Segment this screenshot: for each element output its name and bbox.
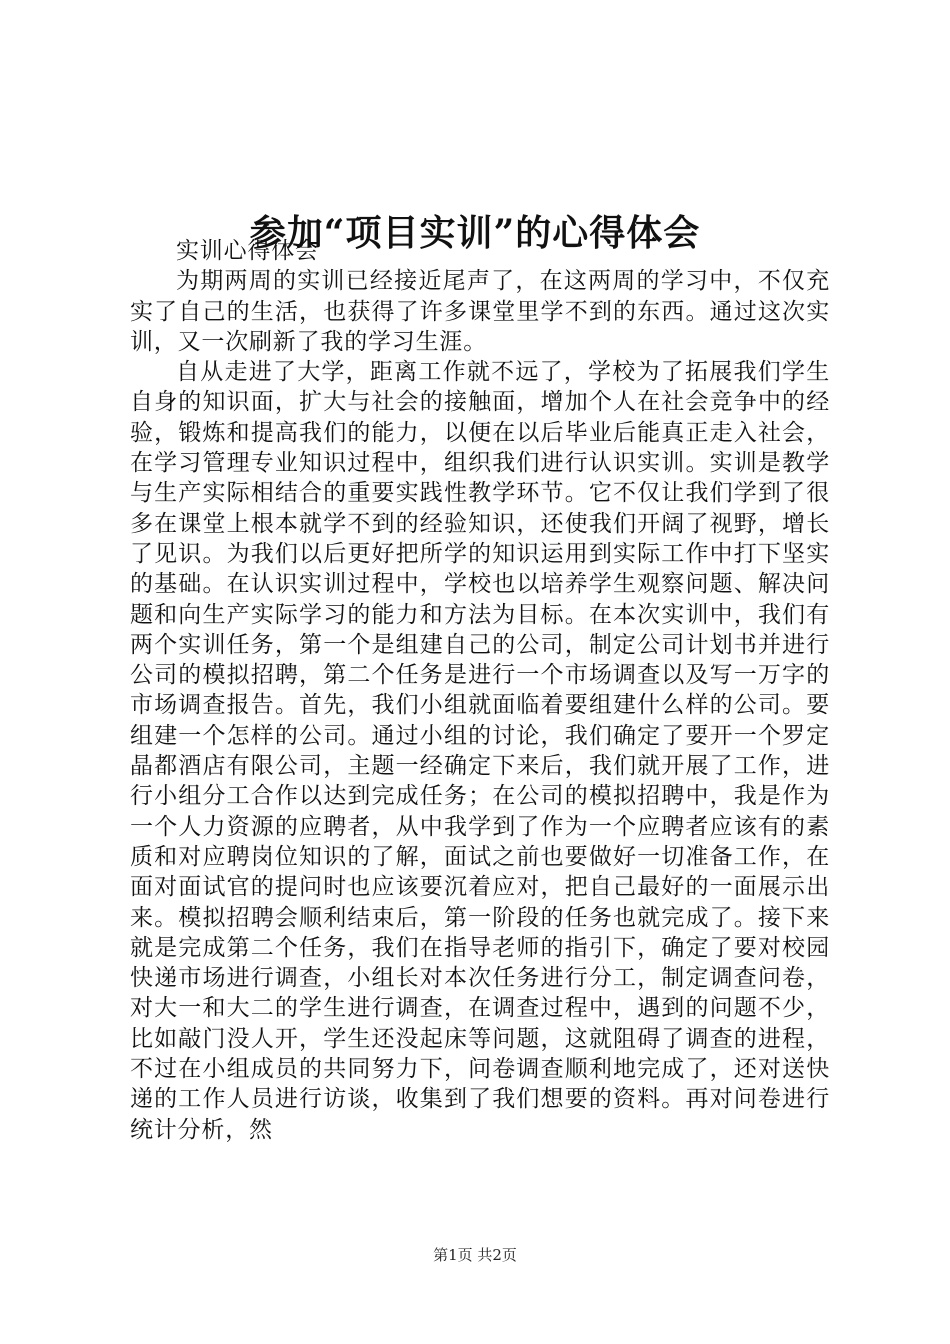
paragraph-subtitle: 实训心得体会 <box>176 238 319 264</box>
document-title: 参加“项目实训”的心得体会 <box>249 212 701 255</box>
paragraph-main: 自从走进了大学，距离工作就不远了，学校为了拓展我们学生自身的知识面，扩大与社会的接触面，增加个人在社会竞争中的经验，锻炼和提高我们的能力，以便在以后毕业后能真正走入社会，在学习管理专业知识过程中，组织我们进行认识实训。实训是教学与生产实际相结合的重要实践性教学环节。它不仅让我们学到了很多在课堂上根本就学不到的经验知识，还使我们开阔了视野，增长了见识。为我们以后更好把所学的知识运用到实际工作中打下坚实的基础。在认识实训过程中，学校也以培养学生观察问题、解决问题和向生产实际学习的能力和方法为目标。在本次实训中，我们有两个实训任务，第一个是组建自己的公司，制定公司计划书并进行公司的模拟招聘，第二个任务是进行一个市场调查以及写一万字的市场调查报告。首先，我们小组就面临着要组建什么样的公司。要组建一个怎样的公司。通过小组的讨论，我们确定了要开一个罗定晶都酒店有限公司，主题一经确定下来后，我们就开展了工作，进行小组分工合作以达到完成任务；在公司的模拟招聘中，我是作为一个人力资源的应聘者，从中我学到了作为一个应聘者应该有的素质和对应聘岗位知识的了解，面试之前也要做好一切准备工作，在面对面试官的提问时也应该要沉着应对，把自己最好的一面展示出来。模拟招聘会顺利结束后，第一阶段的任务也就完成了。接下来就是完成第二个任务，我们在指导老师的指引下，确定了要对校园快递市场进行调查，小组长对本次任务进行分工，制定调查问卷，对大一和大二的学生进行调查，在调查过程中，遇到的问题不少，比如敲门没人开，学生还没起床等问题，这就阻碍了调查的进程，不过在小组成员的共同努力下，问卷调查顺利地完成了，还对送快递的工作人员进行访谈，收集到了我们想要的资料。再对问卷进行统计分析，然 <box>130 359 830 1143</box>
page-number-footer: 第1页 共2页 <box>433 1246 517 1264</box>
paragraph-intro: 为期两周的实训已经接近尾声了，在这两周的学习中，不仅充实了自己的生活，也获得了许多课堂里学不到的东西。通过这次实训，又一次刷新了我的学习生涯。 <box>130 268 830 355</box>
document-body <box>130 236 830 1145</box>
